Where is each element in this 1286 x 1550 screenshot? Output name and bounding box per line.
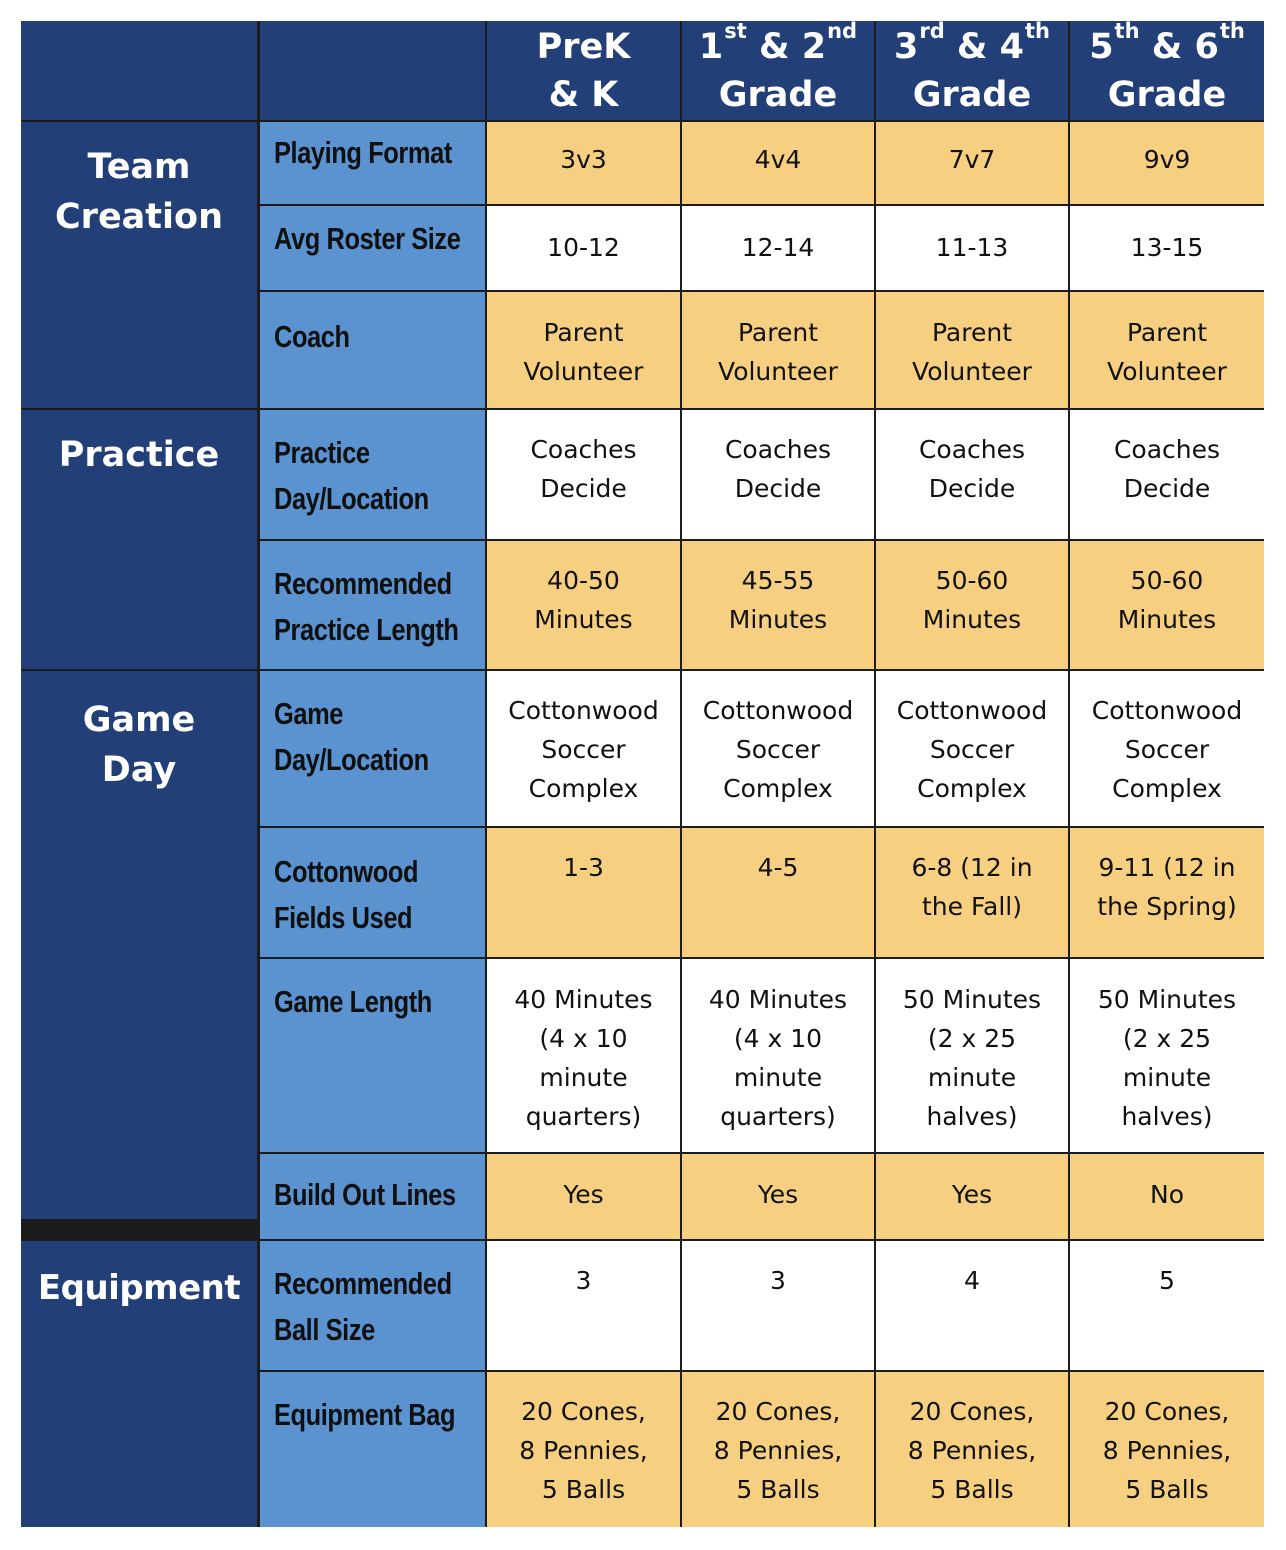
row-label-text-line1: Game	[274, 696, 344, 731]
row-label-recommended-ball-size	[260, 1241, 485, 1370]
cell-build-out-lines-prek-k: Yes	[487, 1154, 680, 1239]
cell-game-length-prek-k: 40 Minutes (4 x 10 minute quarters)	[487, 959, 680, 1152]
row-label-recommended-practice-length	[260, 541, 485, 669]
cell-game-length-1st-2nd: 40 Minutes (4 x 10 minute quarters)	[682, 959, 874, 1152]
row-label-text: Game Length	[274, 984, 432, 1019]
row-label-text: Playing Format	[274, 135, 452, 170]
group-team-creation: Team Creation	[21, 122, 257, 408]
cell-practice-day-location-5th-6th: Coaches Decide	[1070, 410, 1264, 539]
row-label-playing-format	[260, 122, 485, 204]
column-header-5th-6th-grade	[1070, 18, 1264, 120]
header-corner-group	[21, 21, 257, 120]
cell-build-out-lines-3rd-4th: Yes	[876, 1154, 1068, 1239]
cell-playing-format-3rd-4th: 7v7	[876, 122, 1068, 204]
cell-fields-used-prek-k: 1-3	[487, 828, 680, 957]
cell-practice-day-location-prek-k: Coaches Decide	[487, 410, 680, 539]
row-label-text-line1: Cottonwood	[274, 854, 419, 889]
row-label-text-line2: Ball Size	[274, 1312, 375, 1347]
row-label-text-line2: Practice Length	[274, 612, 459, 647]
row-label-build-out-lines	[260, 1154, 485, 1239]
row-label-text-line1: Recommended	[274, 566, 452, 601]
cell-ball-size-3rd-4th: 4	[876, 1241, 1068, 1370]
cell-build-out-lines-5th-6th: No	[1070, 1154, 1264, 1239]
row-label-text: Equipment Bag	[274, 1397, 456, 1432]
cell-equipment-bag-5th-6th: 20 Cones, 8 Pennies, 5 Balls	[1070, 1372, 1264, 1527]
cell-practice-length-5th-6th: 50-60 Minutes	[1070, 541, 1264, 669]
cell-ball-size-1st-2nd: 3	[682, 1241, 874, 1370]
cell-practice-length-3rd-4th: 50-60 Minutes	[876, 541, 1068, 669]
cell-avg-roster-size-1st-2nd: 12-14	[682, 206, 874, 290]
cell-playing-format-1st-2nd: 4v4	[682, 122, 874, 204]
row-label-text: Build Out Lines	[274, 1177, 456, 1212]
cell-game-day-location-1st-2nd: Cottonwood Soccer Complex	[682, 671, 874, 826]
cell-fields-used-1st-2nd: 4-5	[682, 828, 874, 957]
cell-avg-roster-size-3rd-4th: 11-13	[876, 206, 1068, 290]
cell-playing-format-prek-k: 3v3	[487, 122, 680, 204]
column-header-1st-2nd-grade	[682, 18, 874, 120]
row-label-text-line1: Practice	[274, 435, 370, 470]
row-label-practice-day-location	[260, 410, 485, 539]
row-label-equipment-bag	[260, 1372, 485, 1527]
cell-game-length-3rd-4th: 50 Minutes (2 x 25 minute halves)	[876, 959, 1068, 1152]
column-header-line2: Grade	[912, 74, 1032, 115]
cell-game-day-location-3rd-4th: Cottonwood Soccer Complex	[876, 671, 1068, 826]
cell-coach-prek-k: Parent Volunteer	[487, 292, 680, 408]
column-header-3rd-4th-grade	[876, 18, 1068, 120]
cell-coach-3rd-4th: Parent Volunteer	[876, 292, 1068, 408]
cell-fields-used-3rd-4th: 6-8 (12 in the Fall)	[876, 828, 1068, 957]
column-header-prek-k	[487, 21, 680, 120]
row-label-text-line2: Day/Location	[274, 481, 429, 516]
row-label-coach	[260, 292, 485, 408]
row-label-text: Avg Roster Size	[274, 221, 461, 256]
cell-ball-size-5th-6th: 5	[1070, 1241, 1264, 1370]
cell-equipment-bag-1st-2nd: 20 Cones, 8 Pennies, 5 Balls	[682, 1372, 874, 1527]
group-practice: Practice	[21, 410, 257, 669]
cell-avg-roster-size-prek-k: 10-12	[487, 206, 680, 290]
column-header-line2: Grade	[1107, 74, 1227, 115]
cell-game-day-location-prek-k: Cottonwood Soccer Complex	[487, 671, 680, 826]
cell-game-length-5th-6th: 50 Minutes (2 x 25 minute halves)	[1070, 959, 1264, 1152]
cell-fields-used-5th-6th: 9-11 (12 in the Spring)	[1070, 828, 1264, 957]
cell-practice-length-1st-2nd: 45-55 Minutes	[682, 541, 874, 669]
group-game-day: Game Day	[21, 671, 257, 1219]
program-comparison-table	[21, 18, 1264, 1527]
column-header-line1: 3rd & 4th	[893, 18, 1050, 67]
cell-equipment-bag-3rd-4th: 20 Cones, 8 Pennies, 5 Balls	[876, 1372, 1068, 1527]
cell-coach-5th-6th: Parent Volunteer	[1070, 292, 1264, 408]
column-header-line1: PreK	[536, 26, 631, 67]
row-label-text-line2: Day/Location	[274, 742, 429, 777]
column-header-line2: Grade	[718, 74, 838, 115]
column-header-line2: & K	[548, 74, 619, 115]
row-label-text-line2: Fields Used	[274, 900, 413, 935]
cell-equipment-bag-prek-k: 20 Cones, 8 Pennies, 5 Balls	[487, 1372, 680, 1527]
cell-avg-roster-size-5th-6th: 13-15	[1070, 206, 1264, 290]
cell-game-day-location-5th-6th: Cottonwood Soccer Complex	[1070, 671, 1264, 826]
cell-playing-format-5th-6th: 9v9	[1070, 122, 1264, 204]
group-equipment: Equipment	[21, 1241, 257, 1527]
cell-ball-size-prek-k: 3	[487, 1241, 680, 1370]
column-header-line1: 5th & 6th	[1089, 18, 1245, 67]
cell-practice-length-prek-k: 40-50 Minutes	[487, 541, 680, 669]
column-header-line1: 1st & 2nd	[698, 18, 858, 67]
row-label-game-day-location	[260, 671, 485, 826]
row-label-game-length	[260, 959, 485, 1152]
row-label-text-line1: Recommended	[274, 1266, 452, 1301]
row-label-cottonwood-fields-used	[260, 828, 485, 957]
row-label-avg-roster-size	[260, 206, 485, 290]
header-corner-label	[260, 21, 485, 120]
row-label-text: Coach	[274, 319, 350, 354]
cell-practice-day-location-3rd-4th: Coaches Decide	[876, 410, 1068, 539]
cell-coach-1st-2nd: Parent Volunteer	[682, 292, 874, 408]
cell-practice-day-location-1st-2nd: Coaches Decide	[682, 410, 874, 539]
cell-build-out-lines-1st-2nd: Yes	[682, 1154, 874, 1239]
